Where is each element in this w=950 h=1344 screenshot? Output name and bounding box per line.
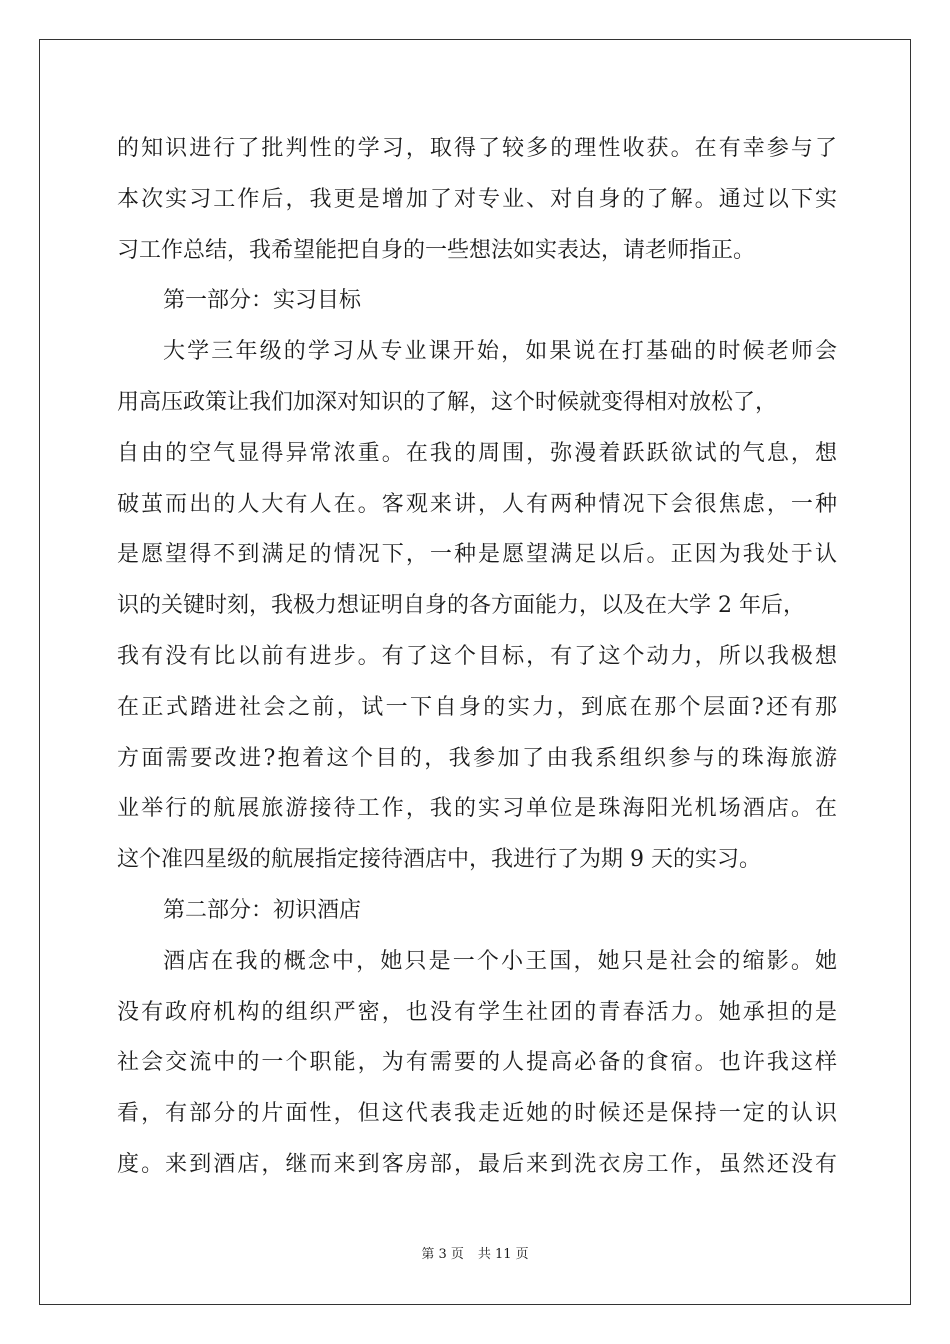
page-total: 共 11 页 — [477, 1247, 529, 1262]
section-heading: 第一部分：实习目标 — [163, 288, 362, 314]
text-line: 自由的空气显得异常浓重。在我的周围，弥漫着跃跃欲试的气息，想 — [117, 440, 837, 466]
text-line: 大学三年级的学习从专业课开始，如果说在打基础的时候老师会 — [163, 339, 837, 365]
text-line: 方面需要改进?抱着这个目的，我参加了由我系组织参与的珠海旅游 — [117, 745, 837, 771]
text-line: 破茧而出的人大有人在。客观来讲，人有两种情况下会很焦虑，一种 — [117, 491, 837, 517]
text-line: 社会交流中的一个职能，为有需要的人提高必备的食宿。也许我这样 — [117, 1050, 837, 1076]
text-line: 的知识进行了批判性的学习，取得了较多的理性收获。在有幸参与了 — [117, 136, 837, 161]
page-number: 第 3 页 — [421, 1247, 464, 1262]
section-heading: 第二部分：初识酒店 — [163, 897, 362, 923]
text-line: 识的关键时刻，我极力想证明自身的各方面能力，以及在大学 2 年后， — [117, 593, 805, 619]
text-line: 我有没有比以前有进步。有了这个目标，有了这个动力，所以我极想 — [117, 643, 837, 669]
text-line: 用高压政策让我们加深对知识的了解，这个时候就变得相对放松了， — [117, 389, 778, 415]
text-line: 是愿望得不到满足的情况下，一种是愿望满足以后。正因为我处于认 — [117, 542, 837, 568]
page-footer — [0, 1247, 950, 1263]
text-line: 本次实习工作后，我更是增加了对专业、对自身的了解。通过以下实 — [117, 186, 837, 212]
text-line: 看，有部分的片面性，但这代表我走近她的时候还是保持一定的认识 — [117, 1101, 837, 1127]
text-line: 习工作总结，我希望能把自身的一些想法如实表达，请老师指正。 — [117, 237, 756, 263]
document-body — [117, 124, 837, 1191]
text-line: 业举行的航展旅游接待工作，我的实习单位是珠海阳光机场酒店。在 — [117, 796, 837, 822]
text-line: 这个准四星级的航展指定接待酒店中，我进行了为期 9 天的实习。 — [117, 847, 761, 873]
text-line: 度。来到酒店，继而来到客房部，最后来到洗衣房工作，虽然还没有 — [117, 1151, 837, 1177]
text-line: 没有政府机构的组织严密，也没有学生社团的青春活力。她承担的是 — [117, 999, 837, 1025]
text-line: 酒店在我的概念中，她只是一个小王国，她只是社会的缩影。她 — [163, 948, 837, 974]
text-line: 在正式踏进社会之前，试一下自身的实力，到底在那个层面?还有那 — [117, 694, 837, 720]
